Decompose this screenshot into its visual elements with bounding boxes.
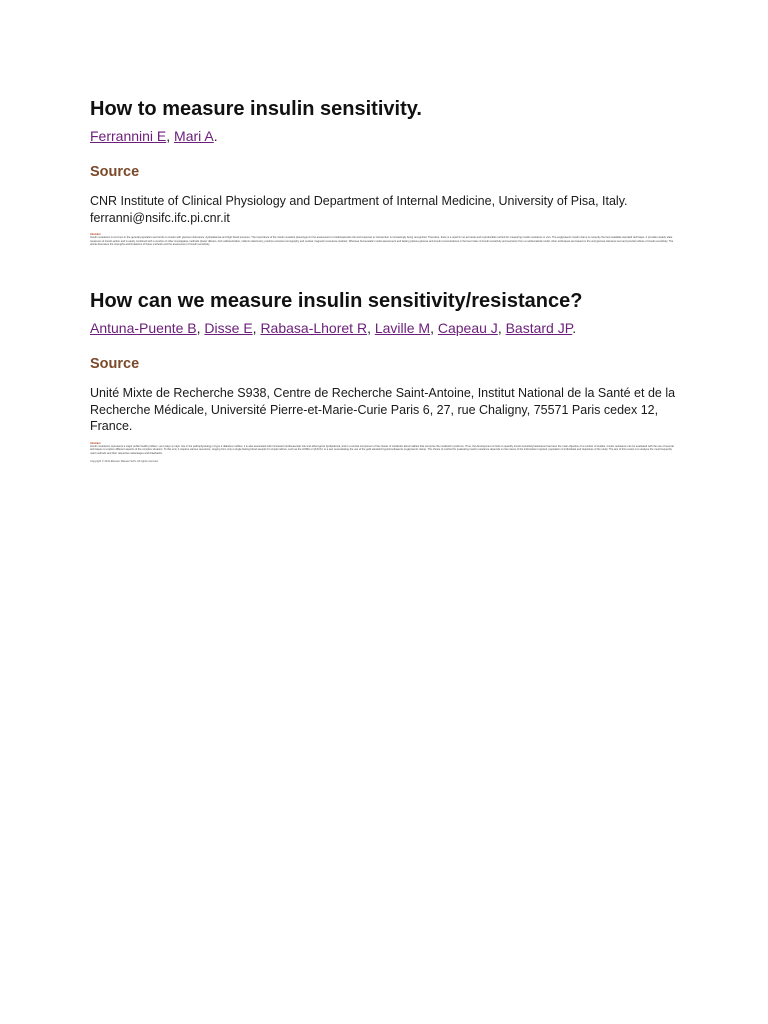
affiliation-text: Unité Mixte de Recherche S938, Centre de Recherche Saint-Antoine, Institut National de la Santé et de la Recherche Médicale, Université Pierre-et-Marie-Curie Paris 6, 27, rue Chaligny, 75571 Paris cedex 12, France.: [90, 386, 676, 433]
author-link[interactable]: Laville M: [374, 320, 431, 336]
abstract-label: Abstract: [90, 233, 101, 236]
author-link[interactable]: Ferrannini E: [90, 128, 167, 144]
article-2: [90, 288, 678, 464]
author-email: ferranni@nsifc.ifc.pi.cnr.it: [90, 210, 230, 225]
author-list: Ferrannini E, Mari A.: [90, 128, 218, 144]
affiliation-text: CNR Institute of Clinical Physiology and Department of Internal Medicine, University of Pisa, Italy.: [90, 194, 628, 208]
copyright-notice: Copyright © 2011 Elsevier Masson SAS. All rights reserved.: [90, 460, 159, 464]
author-link[interactable]: Capeau J: [437, 320, 498, 336]
abstract-text: Insulin resistance represents a major public health problem, as it plays a major role in the pathophysiology of type 2 diabetes mellitus; it is also associated with increased cardiovascular risk and atherogenic dyslipidemia, and is a central component of the cluster of metabolic abnormalities that comprise the metabolic syndrome. Thus, the development of tools to quantify insulin sensitivity/resistance has been the main objective of a number of studies. Insulin resistance can be evaluated with the use of several techniques to explore different aspects of the complex situation. To this end, it requires various resources, ranging from only a single fasting blood sample for simple indices, such as the HOMA or QUICKI, to a test necessitating the use of the gold standard hyperinsulinaemic euglycaemic clamp. The choice of method for evaluating insulin resistance depends on the nature of the information required, population of individuals and objectives of the study. The aim of this review is to analyse the most frequently used methods and their respective advantages and drawbacks.: [90, 444, 674, 455]
source-heading: Source: [90, 356, 140, 372]
article-1: [90, 96, 678, 247]
abstract: [90, 442, 678, 456]
author-link[interactable]: Disse E: [204, 320, 253, 336]
affiliation: [90, 385, 678, 435]
author-list: Antuna-Puente B, Disse E, Rabasa-Lhoret R, Laville M, Capeau J, Bastard JP.: [90, 320, 577, 336]
abstract-text: Insulin resistance is common in the general population and tends to cluster with glucose intolerance, dyslipidaemia and high blood pressure. The importance of the insulin resistant phenotype for the assessment of cardiovascular risk and response to intervention is increasingly being recognized. Therefore, there is a need for an accurate and reproducible method for measuring insulin resistance in vivo. The euglycaemic insulin clamp is currently the best available standard technique. It provides steady state measures of insulin action and is easily combined with a number of other investigative methods (tracer dilution, limb catheterization, indirect calorimetry, positron emission tomography and nuclear magnetic resonance studies). Whereas homeostatic model assessment and fasting plasma glucose and insulin concentrations is the best index of insulin sensitivity and secretion from a mathematical model, other techniques are based on the oral glucose tolerance test and provide indices of insulin sensitivity. The article discusses the strengths and limitations of these methods and the assessment of insulin sensitivity.: [90, 236, 674, 247]
abstract: [90, 233, 678, 247]
article-title: How to measure insulin sensitivity.: [90, 98, 422, 120]
author-link[interactable]: Mari A: [174, 128, 214, 144]
abstract-label: Abstract: [90, 441, 101, 445]
author-link[interactable]: Bastard JP: [505, 320, 573, 336]
author-link[interactable]: Rabasa-Lhoret R: [260, 320, 368, 336]
source-heading: Source: [90, 164, 140, 180]
affiliation: [90, 193, 678, 226]
article-title: How can we measure insulin sensitivity/resistance?: [90, 290, 583, 312]
author-link[interactable]: Antuna-Puente B: [90, 320, 197, 336]
